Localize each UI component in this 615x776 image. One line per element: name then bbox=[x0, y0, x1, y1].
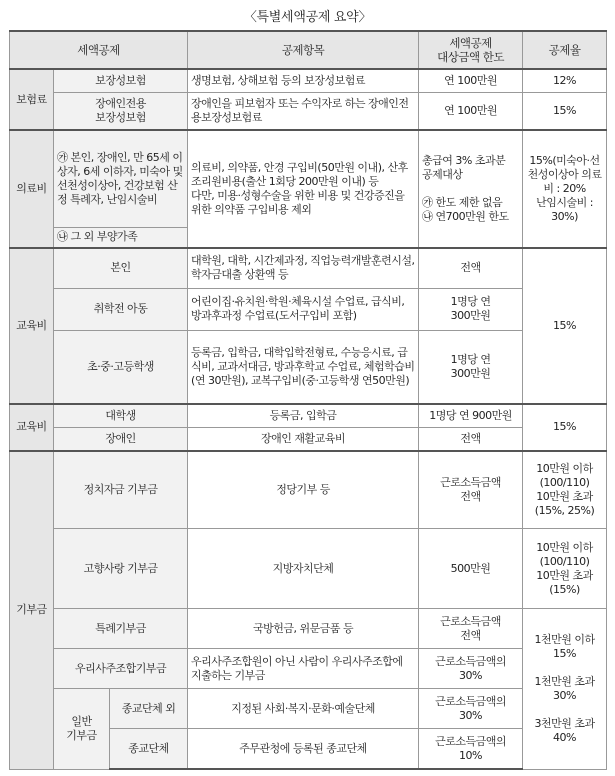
row-limit: 근로소득금액 전액 bbox=[419, 609, 523, 649]
row-items: 지정된 사회·복지·문화·예술단체 bbox=[188, 689, 419, 729]
row-limit: 근로소득금액의 10% bbox=[419, 729, 523, 769]
row-label: 취학전 아동 bbox=[54, 288, 188, 330]
row-limit: 500만원 bbox=[419, 529, 523, 609]
row-rate: 12% bbox=[523, 69, 607, 92]
row-items: 등록금, 입학금, 대학입학전형료, 수능응시료, 급식비, 교과서대금, 방과후학교 수업료, 체험학습비(연 30만원), 교복구입비(중·고등학생 연50만원) bbox=[188, 330, 419, 404]
row-label: 대학생 bbox=[54, 404, 188, 427]
row-rate: 10만원 이하 (100/110) 10만원 초과 (15%, 25%) bbox=[523, 451, 607, 529]
header-items: 공제항목 bbox=[188, 31, 419, 69]
medical-group-a: ㉮ 본인, 장애인, 만 65세 이상자, 6세 이하자, 미숙아 및 선천성이상아, 건강보험 산정 특례자, 난임시술비 bbox=[54, 130, 188, 227]
table-row bbox=[10, 248, 607, 288]
row-items: 생명보험, 상해보험 등의 보장성보험료 bbox=[188, 69, 419, 92]
row-items: 어린이집·유치원·학원·체육시설 수업료, 급식비, 방과후과정 수업료(도서구입비 포함) bbox=[188, 288, 419, 330]
medical-group-b: ㉯ 그 외 부양가족 bbox=[54, 227, 188, 248]
row-label: 특례기부금 bbox=[54, 609, 188, 649]
table-row bbox=[10, 404, 607, 427]
row-label: 장애인 bbox=[54, 427, 188, 450]
row-label: 장애인전용 보장성보험 bbox=[54, 92, 188, 130]
row-items: 정당기부 등 bbox=[188, 451, 419, 529]
header-deduction: 세액공제 bbox=[10, 31, 188, 69]
category-education-2: 교육비 bbox=[10, 404, 54, 450]
table-row bbox=[10, 92, 607, 130]
row-limit: 근로소득금액 전액 bbox=[419, 451, 523, 529]
row-label: 보장성보험 bbox=[54, 69, 188, 92]
row-items: 장애인 재활교육비 bbox=[188, 427, 419, 450]
table-row bbox=[10, 529, 607, 609]
category-medical: 의료비 bbox=[10, 130, 54, 248]
header-row bbox=[10, 31, 607, 69]
tax-credit-summary-table bbox=[9, 30, 607, 770]
row-limit: 연 100만원 bbox=[419, 69, 523, 92]
page-title: 〈특별세액공제 요약〉 bbox=[243, 10, 372, 25]
category-donation: 기부금 bbox=[10, 451, 54, 769]
row-rate: 15% bbox=[523, 404, 607, 450]
table-row bbox=[10, 609, 607, 649]
row-label: 정치자금 기부금 bbox=[54, 451, 188, 529]
row-items: 의료비, 의약품, 안경 구입비(50만원 이내), 산후조리원비용(출산 1회당 200만원 이내) 등 다만, 미용·성형수술을 위한 비용 및 건강증진을 위한 의약품 구입비용 제외 bbox=[188, 130, 419, 248]
row-limit: 근로소득금액의 30% bbox=[419, 689, 523, 729]
row-items: 지방자치단체 bbox=[188, 529, 419, 609]
row-items: 우리사주조합원이 아닌 사람이 우리사주조합에 지출하는 기부금 bbox=[188, 649, 419, 689]
table-row bbox=[10, 689, 607, 729]
row-label: 종교단체 bbox=[110, 729, 188, 769]
row-rate: 15% bbox=[523, 248, 607, 404]
row-limit: 전액 bbox=[419, 427, 523, 450]
table-row bbox=[10, 130, 607, 227]
general-donation-label: 일반 기부금 bbox=[54, 689, 110, 769]
row-label: 본인 bbox=[54, 248, 188, 288]
row-rate: 15% bbox=[523, 92, 607, 130]
row-limit: 전액 bbox=[419, 248, 523, 288]
row-rate: 1천만원 이하 15% 1천만원 초과 30% 3천만원 초과 40% bbox=[523, 609, 607, 769]
row-limit: 연 100만원 bbox=[419, 92, 523, 130]
row-rate: 15%(미숙아·선천성이상아 의료비 : 20% 난임시술비 : 30%) bbox=[523, 130, 607, 248]
row-limit: 1명당 연 900만원 bbox=[419, 404, 523, 427]
row-items: 대학원, 대학, 시간제과정, 직업능력개발훈련시설, 학자금대출 상환액 등 bbox=[188, 248, 419, 288]
table-row bbox=[10, 69, 607, 92]
table-row bbox=[10, 649, 607, 689]
table-row bbox=[10, 330, 607, 404]
row-label: 종교단체 외 bbox=[110, 689, 188, 729]
row-items: 국방헌금, 위문금품 등 bbox=[188, 609, 419, 649]
table-row bbox=[10, 288, 607, 330]
row-items: 주무관청에 등록된 종교단체 bbox=[188, 729, 419, 769]
row-label: 고향사랑 기부금 bbox=[54, 529, 188, 609]
row-items: 등록금, 입학금 bbox=[188, 404, 419, 427]
header-rate: 공제율 bbox=[523, 31, 607, 69]
row-limit: 근로소득금액의 30% bbox=[419, 649, 523, 689]
category-insurance: 보험료 bbox=[10, 69, 54, 130]
row-limit: 총급여 3% 초과분 공제대상 ㉮ 한도 제한 없음 ㉯ 연700만원 한도 bbox=[419, 130, 523, 248]
category-education: 교육비 bbox=[10, 248, 54, 404]
header-limit: 세액공제 대상금액 한도 bbox=[419, 31, 523, 69]
row-items: 장애인을 피보험자 또는 수익자로 하는 장애인전용보장성보험료 bbox=[188, 92, 419, 130]
row-rate: 10만원 이하 (100/110) 10만원 초과 (15%) bbox=[523, 529, 607, 609]
row-limit: 1명당 연 300만원 bbox=[419, 288, 523, 330]
table-row bbox=[10, 427, 607, 450]
row-label: 우리사주조합기부금 bbox=[54, 649, 188, 689]
table-row bbox=[10, 451, 607, 529]
row-limit: 1명당 연 300만원 bbox=[419, 330, 523, 404]
row-label: 초·중·고등학생 bbox=[54, 330, 188, 404]
